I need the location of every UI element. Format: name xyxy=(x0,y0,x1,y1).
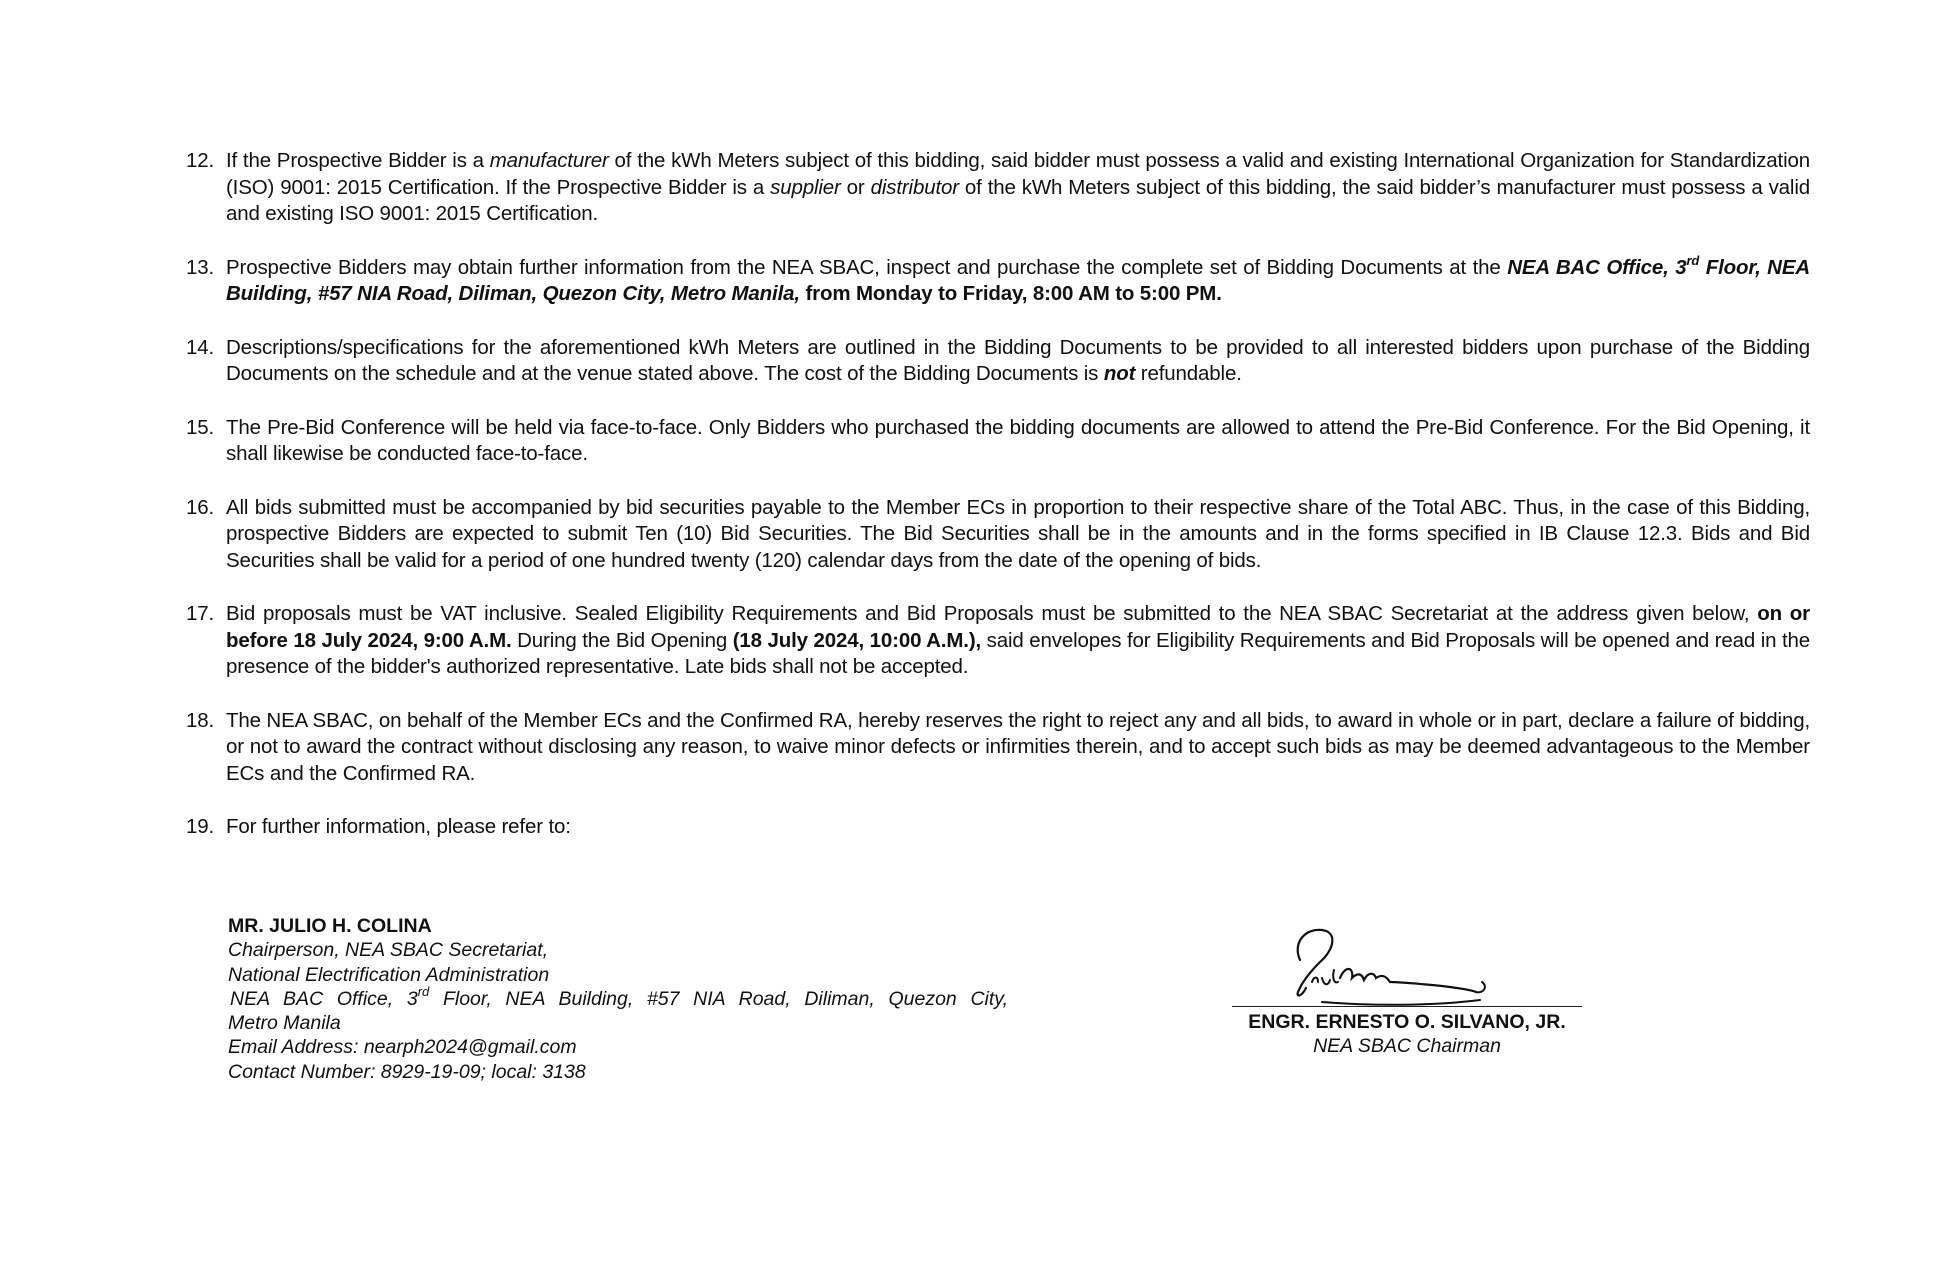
item-text-part: on or before 18 July 2024, 9:00 A.M. xyxy=(226,602,1811,652)
item-number: 17. xyxy=(186,602,215,625)
item-text-part: NEA BAC Office, 3 xyxy=(1507,255,1687,279)
handwritten-signature xyxy=(1262,920,1502,1010)
contact-position: Chairperson, NEA SBAC Secretariat, xyxy=(228,939,549,962)
item-text-part: supplier xyxy=(770,175,841,199)
list-item xyxy=(186,814,1810,841)
contact-name: MR. JULIO H. COLINA xyxy=(228,915,432,937)
item-number: 15. xyxy=(186,415,215,439)
signatory-title: NEA SBAC Chairman xyxy=(1313,1035,1501,1057)
item-text-part: not xyxy=(1103,362,1136,385)
item-number: 16. xyxy=(186,495,215,519)
contact-address-line2: Metro Manila xyxy=(228,1012,341,1035)
contact-phone: Contact Number: 8929-19-09; local: 3138 xyxy=(228,1060,586,1083)
address-superscript: rd xyxy=(417,984,430,1000)
list-item xyxy=(186,415,1810,468)
item-text xyxy=(226,708,1810,788)
item-text xyxy=(226,252,1811,308)
list-item xyxy=(186,708,1810,788)
item-text-part: The Pre-Bid Conference will be held via face-to-face. Only Bidders who purchased the bidding documents are allowed to attend the Pre-Bid Conference. For the Bid Opening, it shall likewise be conducted face-to-face. xyxy=(226,415,1810,465)
item-number: 18. xyxy=(186,708,215,732)
item-text xyxy=(226,495,1810,575)
item-text-part: Descriptions/specifications for the aforementioned kWh Meters are outlined in the Bidding Documents to be provided to all interested bidders upon purchase of the Bidding Documents on the schedule and at the venue stated above. The cost of the Bidding Documents is xyxy=(226,335,1810,385)
item-text xyxy=(226,601,1810,681)
item-text-part: of the kWh Meters subject of this bidding, the said bidder’s manufacturer must possess a valid and existing ISO 9001: 2015 Certification. xyxy=(226,175,1810,225)
address-part-b: Floor, NEA Building, #57 NIA Road, Diliman, Quezon City, xyxy=(429,987,1008,1010)
item-text-part: During the Bid Opening xyxy=(511,628,733,652)
contact-block xyxy=(228,914,1008,1084)
item-text-part: or xyxy=(840,175,871,199)
item-text-part: Bid proposals must be VAT inclusive. Sealed Eligibility Requirements and Bid Proposals must be submitted to the NEA SBAC Secretariat at the address given below, xyxy=(226,602,1758,625)
list-item xyxy=(186,601,1810,681)
item-text-part: of the kWh Meters subject of this bidding, said bidder must possess a valid and existing International Organization for Standardization (ISO) 9001: 2015 Certification. If the Prospective Bidder is a xyxy=(226,149,1810,199)
item-number: 19. xyxy=(186,815,215,838)
item-text-part: manufacturer xyxy=(489,149,609,172)
item-text-part: For further information, please refer to: xyxy=(226,815,571,838)
item-text-part: Prospective Bidders may obtain further information from the NEA SBAC, inspect and purchase the complete set of Bidding Documents at the xyxy=(226,255,1508,279)
item-text xyxy=(226,814,1810,841)
list-item xyxy=(186,148,1810,228)
contact-email: Email Address: nearph2024@gmail.com xyxy=(228,1036,577,1059)
item-text-part: from Monday to Friday, 8:00 AM to 5:00 PM. xyxy=(799,282,1222,305)
signatory-name: ENGR. ERNESTO O. SILVANO, JR. xyxy=(1248,1011,1566,1033)
item-text xyxy=(226,148,1810,228)
item-text-part: If the Prospective Bidder is a xyxy=(226,149,490,172)
item-text-part: said envelopes for Eligibility Requirements and Bid Proposals will be opened and read in the presence of the bidder's authorized representative. Late bids shall not be accepted. xyxy=(226,628,1810,678)
signature-block xyxy=(1232,920,1582,1070)
list-item xyxy=(186,495,1810,575)
item-text-part: Floor, NEA Building, #57 NIA Road, Diliman, Quezon City, Metro Manila, xyxy=(226,255,1811,305)
contact-address-line1 xyxy=(228,984,1008,1011)
item-text xyxy=(226,415,1810,468)
numbered-items-list xyxy=(186,148,1810,868)
item-number: 12. xyxy=(186,149,215,172)
item-text-part: refundable. xyxy=(1135,362,1242,385)
item-text-part: rd xyxy=(1686,252,1700,268)
item-text-part: distributor xyxy=(870,175,959,199)
item-text-part: The NEA SBAC, on behalf of the Member ECs and the Confirmed RA, hereby reserves the right to reject any and all bids, to award in whole or in part, declare a failure of bidding, or not to award the contract without disclosing any reason, to waive minor defects or infirmities therein, and to accept such bids as may be deemed advantageous to the Member ECs and the Confirmed RA. xyxy=(226,708,1810,785)
item-text-part: (18 July 2024, 10:00 A.M.), xyxy=(732,628,982,652)
item-number: 13. xyxy=(186,255,215,279)
signature-line xyxy=(1232,1006,1582,1007)
address-part-a: NEA BAC Office, 3 xyxy=(230,987,418,1010)
item-text xyxy=(226,335,1810,388)
item-number: 14. xyxy=(186,335,215,359)
list-item xyxy=(186,252,1811,308)
list-item xyxy=(186,335,1810,388)
contact-agency: National Electrification Administration xyxy=(228,963,550,986)
item-text-part: All bids submitted must be accompanied by bid securities payable to the Member ECs in proportion to their respective share of the Total ABC. Thus, in the case of this Bidding, prospective Bidders are expected to submit Ten (10) Bid Securities. The Bid Securities shall be in the amounts and in the forms specified in IB Clause 12.3. Bids and Bid Securities shall be valid for a period of one hundred twenty (120) calendar days from the date of the opening of bids. xyxy=(226,495,1810,572)
